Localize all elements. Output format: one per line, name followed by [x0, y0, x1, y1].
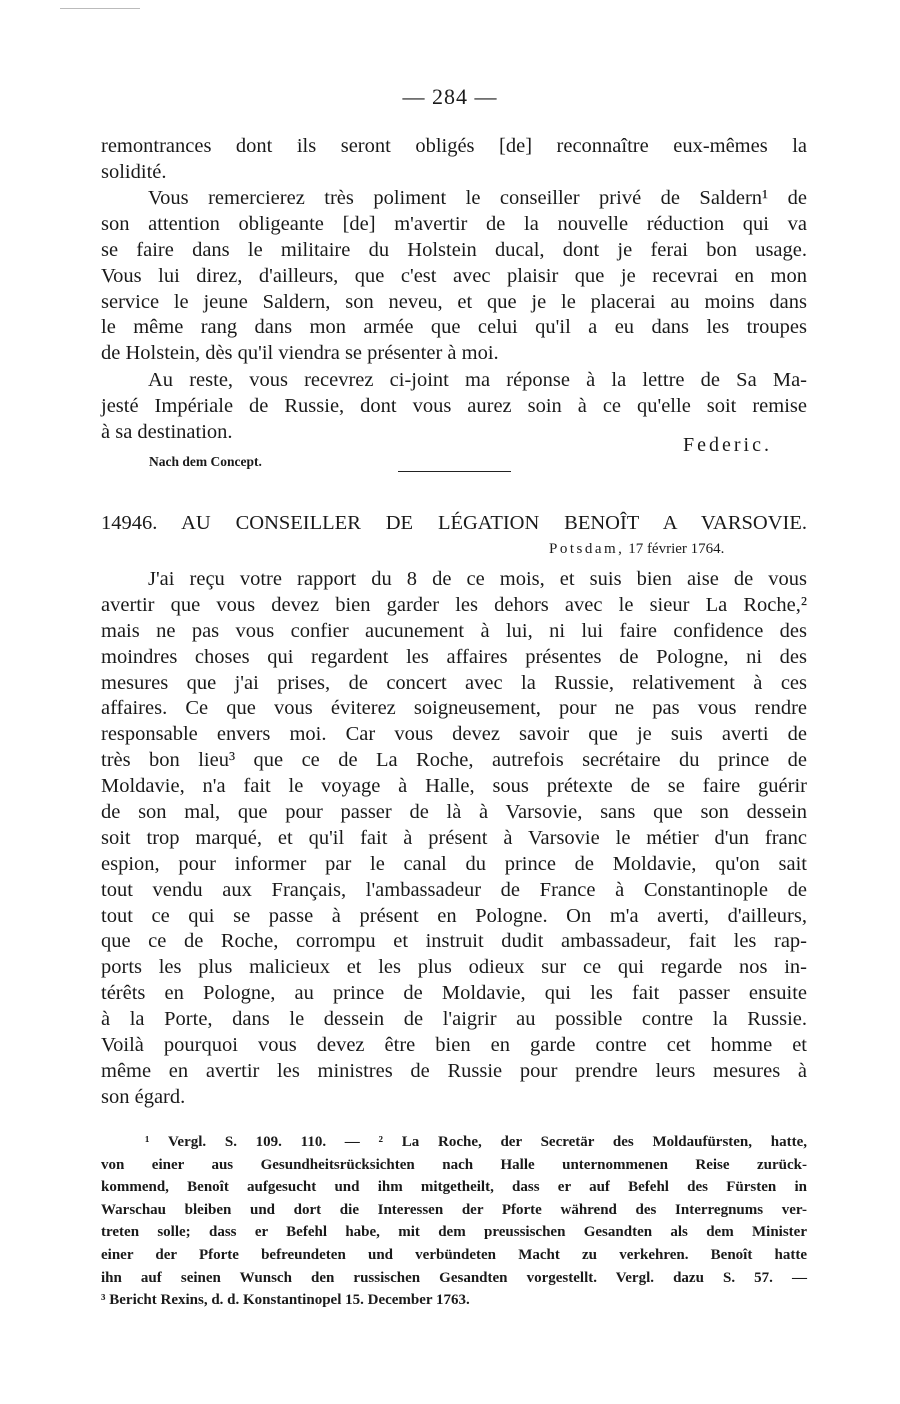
footnote-line: Warschau bleiben und dort die Interessen der Pforte während des Interregnums ver- — [101, 1201, 807, 1218]
text-line: très bon lieu³ que ce de La Roche, autrefois secrétaire du prince de — [101, 749, 807, 772]
text-line: mais ne pas vous confier aucunement à lui, ni lui faire confidence des — [101, 619, 807, 642]
text-line: Vous lui direz, d'ailleurs, que c'est avec plaisir que je recevrai en mon — [101, 264, 807, 287]
footnote-line: ³ Bericht Rexins, d. d. Konstantinopel 15. December 1763. — [101, 1292, 470, 1309]
text-line: de Holstein, dès qu'il viendra se présenter à moi. — [101, 342, 499, 365]
text-line: moindres choses qui regardent les affaires présentes de Pologne, ni des — [101, 645, 807, 668]
paragraph-continuation — [101, 134, 807, 186]
dateline — [549, 541, 724, 558]
text-line: térêts en Pologne, au prince de Moldavie, qui les fait passer ensuite — [101, 982, 807, 1005]
signature: Federic. — [683, 434, 772, 456]
text-line: à la Porte, dans le dessein de l'aigrir au possible contre la Russie. — [101, 1008, 807, 1031]
date-place: Potsdam, — [549, 541, 625, 557]
text-line: son attention obligeante [de] m'avertir de la nouvelle réduction qui va — [101, 212, 807, 235]
text-line: tout vendu aux Français, l'ambassadeur de France à Constantinople de — [101, 878, 807, 901]
text-line: responsable envers moi. Car vous devez savoir que je suis averti de — [101, 723, 807, 746]
text-line: que ce de Roche, corrompu et instruit dudit ambassadeur, fait les rap- — [101, 930, 807, 953]
footnote-line: kommend, Benoît aufgesucht und ihm mitgetheilt, dass er auf Befehl des Fürsten in — [101, 1179, 807, 1196]
text-line: de son mal, que pour passer de là à Varsovie, sans que son dessein — [101, 801, 807, 824]
text-line: ports les plus malicieux et les plus odieux sur ce qui regarde nos in- — [101, 956, 807, 979]
text-line: Vous remercierez très poliment le conseiller privé de Saldern¹ de — [148, 187, 807, 209]
text-line: solidité. — [101, 160, 167, 183]
footnote-line: ihn auf seinen Wunsch den russischen Gesandten vorgestellt. Vergl. dazu S. 57. — — [101, 1269, 807, 1286]
footnotes — [101, 1131, 807, 1312]
text-line: tout ce qui se passe à présent en Pologne. On m'a averti, d'ailleurs, — [101, 904, 807, 927]
text-line: son égard. — [101, 1085, 186, 1108]
footnote-line: ¹ Vergl. S. 109. 110. — ² La Roche, der Secretär des Moldaufürsten, hatte, — [145, 1134, 807, 1150]
footnote-line: treten solle; dass er Befehl habe, mit dem preussischen Gesandten als dem Minister — [101, 1224, 807, 1241]
paragraph-saldern — [101, 186, 807, 367]
scan-mark — [60, 8, 140, 9]
footnote-line: einer der Pforte befreundeten und verbündeten Macht zu verkehren. Benoît hatte — [101, 1246, 807, 1263]
text-line: remontrances dont ils seront obligés [de] reconnaître eux-mêmes la — [101, 135, 807, 157]
page-number: — 284 — — [402, 84, 498, 109]
text-line: avertir que vous devez bien garder les dehors avec le sieur La Roche,² — [101, 593, 807, 616]
text-line: J'ai reçu votre rapport du 8 de ce mois, et suis bien aise de vous — [148, 568, 807, 590]
text-line: Voilà pourquoi vous devez être bien en garde contre cet homme et — [101, 1034, 807, 1057]
footnote-line: von einer aus Gesundheitsrücksichten nach Halle unternommenen Reise zurück- — [101, 1156, 807, 1173]
letter-body — [101, 567, 807, 1111]
text-line: soit trop marqué, et qu'il fait à présent à Varsovie le métier d'un franc — [101, 826, 807, 849]
date-text: 17 février 1764. — [628, 541, 725, 557]
text-line: espion, pour informer par le canal du prince de Moldavie, qu'on sait — [101, 852, 807, 875]
text-line: service le jeune Saldern, son neveu, et que je le placerai au moins dans — [101, 290, 807, 313]
text-line: Au reste, vous recevrez ci-joint ma réponse à la lettre de Sa Ma- — [148, 369, 807, 391]
text-line: à sa destination. — [101, 420, 233, 443]
text-line: le même rang dans mon armée que celui qu'il a eu dans les troupes — [101, 316, 807, 339]
text-line: se faire dans le militaire du Holstein ducal, dont je ferai bon usage. — [101, 238, 807, 261]
letter-heading: 14946. AU CONSEILLER DE LÉGATION BENOÎT A VARSOVIE. — [101, 512, 807, 534]
text-line: affaires. Ce que vous éviterez soigneusement, pour ne pas vous rendre — [101, 697, 807, 720]
section-divider — [398, 471, 511, 472]
text-line: Moldavie, n'a fait le voyage à Halle, sous prétexte de se faire guérir — [101, 775, 807, 798]
text-line: jesté Impériale de Russie, dont vous aurez soin à ce qu'elle soit remise — [101, 394, 807, 417]
source-note: Nach dem Concept. — [149, 454, 262, 469]
text-line: mesures que j'ai prises, de concert avec la Russie, relativement à ces — [101, 671, 807, 694]
text-line: même en avertir les ministres de Russie pour prendre leurs mesures à — [101, 1059, 807, 1082]
